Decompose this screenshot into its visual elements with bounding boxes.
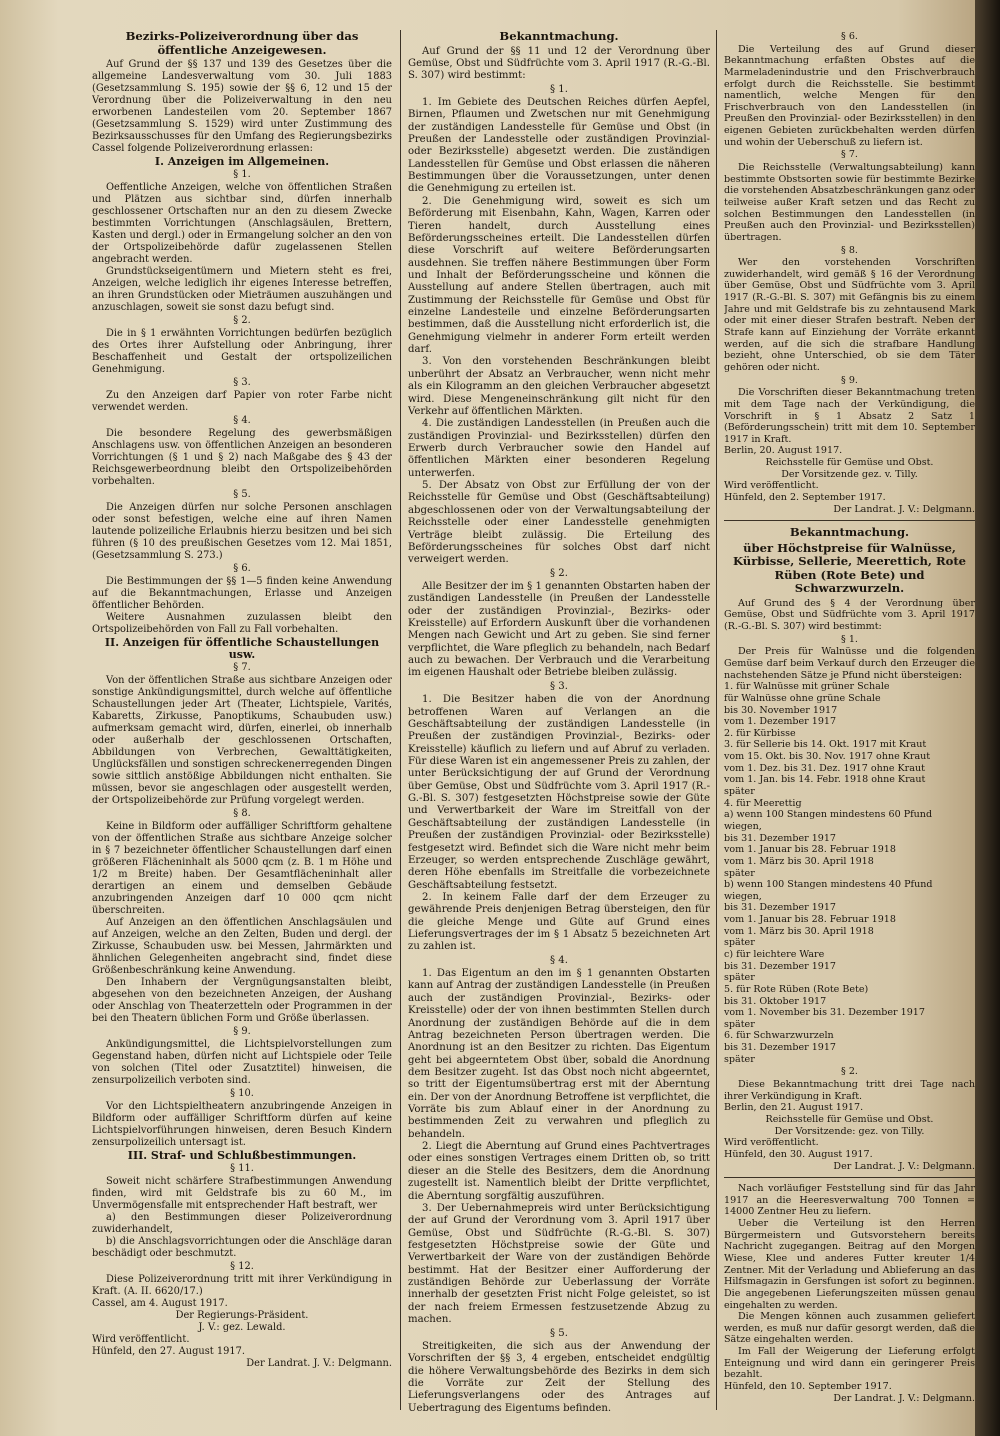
section-separator bbox=[724, 520, 975, 521]
paragraph: Zu den Anzeigen darf Papier von roter Farbe nicht verwendet werden. bbox=[92, 390, 392, 413]
paragraph: Weitere Ausnahmen zuzulassen bleibt den Ortspolizeibehörden von Fall zu Fall vorbehalten. bbox=[92, 612, 392, 635]
subheading: I. Anzeigen im Allgemeinen. bbox=[154, 155, 330, 168]
price-list-line: später bbox=[724, 867, 755, 879]
page-edge bbox=[975, 0, 1000, 1436]
price-list-line: 4. für Meerettig bbox=[724, 797, 802, 809]
subheading: III. Straf- und Schlußbestimmungen. bbox=[127, 1149, 357, 1162]
price-list-line: vom 1. Jan. bis 14. Febr. 1918 ohne Kraut bbox=[724, 774, 926, 786]
signature-line: Der Landrat. J. V.: Delgmann. bbox=[833, 1160, 975, 1172]
section-number: § 1. bbox=[841, 633, 858, 645]
price-list-line: bis 31. Dezember 1917 bbox=[724, 832, 837, 844]
heading: Bezirks-Polizeiverordnung über das öffentliche Anzeigewesen. bbox=[125, 30, 359, 57]
signature-line: Hünfeld, den 30. August 1917. bbox=[724, 1148, 873, 1160]
paragraph: Die Anzeigen dürfen nur solche Personen anschlagen oder sonst befestigen, welche eine auf ihren Namen lautende polizeiliche Erlaubnis hierzu besitzen und bei sich führen (§ 10 des preußischen Gesetzes vom 12. Mai 1851, (Gesetzsammlung S. 273.) bbox=[92, 502, 392, 561]
price-list-line: bis 31. Dezember 1917 bbox=[724, 960, 837, 972]
column-middle bbox=[408, 30, 710, 1420]
signature-line: Der Landrat. J. V.: Delgmann. bbox=[246, 1358, 392, 1369]
paragraph: Diese Polizeiverordnung tritt mit ihrer Verkündigung in Kraft. (A. II. 6620/17.) bbox=[92, 1274, 392, 1297]
paragraph: Die Mengen können auch zusammen geliefert werden, es muß nur dafür gesorgt werden, daß die Sätze eingehalten werden. bbox=[724, 1311, 975, 1346]
paragraph: Die Reichsstelle (Verwaltungsabteilung) kann bestimmte Obstsorten sowie für bestimmte Bezirke die vorstehenden Absatzbeschränkungen ganz oder teilweise außer Kraft setzen und das Recht zu solchen Bestimmungen den Landesstellen (in Preußen auch den Provinzial- und Bezirksstellen) übertragen. bbox=[724, 162, 975, 243]
section-number: § 2. bbox=[233, 315, 251, 326]
price-list-line: c) für leichtere Ware bbox=[724, 948, 825, 960]
paragraph: 3. Von den vorstehenden Beschränkungen bleibt unberührt der Absatz an Verbraucher, wenn nicht mehr als ein Kilogramm an den gleichen Verbraucher abgesetzt wird. Diese Mengeneinschränkung gilt nicht für den Verkehr auf öffentlichen Märkten. bbox=[408, 356, 710, 417]
signature-line: Hünfeld, den 27. August 1917. bbox=[92, 1346, 245, 1357]
paragraph: Streitigkeiten, die sich aus der Anwendung der Vorschriften der §§ 3, 4 ergeben, entscheidet endgültig die höhere Verwaltungsbehörde des Bezirks in dem sich die Vorräte zur Zeit der Stellung des Lieferungsverlangens oder des Antrages auf Uebertragung des Eigentums befinden. bbox=[408, 1340, 710, 1414]
signature-line: Berlin, 20. August 1917. bbox=[724, 445, 843, 457]
paragraph: Grundstückseigentümern und Mietern steht es frei, Anzeigen, welche lediglich ihr eigenes Interesse betreffen, an ihren Grundstücken oder Mieträumen auszuhängen und anzuschlagen, soweit sie sonst dazu befugt sind. bbox=[92, 266, 392, 313]
price-list-line: für Walnüsse ohne grüne Schale bbox=[724, 692, 881, 704]
paragraph: Auf Grund der §§ 11 und 12 der Verordnung über Gemüse, Obst und Südfrüchte vom 3. April 1917 (R.-G.-Bl. S. 307) wird bestimmt: bbox=[408, 45, 710, 82]
paragraph: Die Bestimmungen der §§ 1—5 finden keine Anwendung auf die Bekanntmachungen, Erlasse und Anzeigen öffentlicher Behörden. bbox=[92, 576, 392, 611]
signature-line: Der Regierungs-Präsident. bbox=[175, 1310, 309, 1321]
price-list-line: wiegen, bbox=[724, 820, 762, 832]
price-list-line: später bbox=[724, 1018, 755, 1030]
signature-line: Der Landrat. J. V.: Delgmann. bbox=[833, 1392, 975, 1404]
signature-line: Wird veröffentlicht. bbox=[92, 1334, 190, 1345]
section-number: § 11. bbox=[230, 1163, 254, 1174]
section-number: § 2. bbox=[550, 567, 568, 579]
price-list-line: vom 1. März bis 30. April 1918 bbox=[724, 855, 874, 867]
paragraph: Die besondere Regelung des gewerbsmäßigen Anschlagens usw. von öffentlichen Anzeigen an besonderen Vorrichtungen (§ 1 und § 2) nach Maßgabe des § 43 der Reichsgewerbeordnung bleibt den Ortspolizeibehörden vorbehalten. bbox=[92, 428, 392, 487]
paragraph: 1. Das Eigentum an den im § 1 genannten Obstarten kann auf Antrag der zuständigen Landesstelle (in Preußen auch der zuständigen Provinzial-, Bezirks- oder Kreisstelle) oder der von ihnen bestimmten Stellen durch Anordnung der zuständigen Behörde auf die in dem Antrag bezeichneten Person übertragen werden. Die Anordnung ist an den Besitzer zu richten. Das Eigentum geht bei abgeerntetem Obst über, sobald die Anordnung dem Besitzer zugeht. Ist das Obst noch nicht abgeerntet, so tritt der Eigentumsübertrag erst mit der Aberntung ein. Der von der Anordnung Betroffene ist verpflichtet, die Vorräte bis zum Ablauf einer in der Anordnung zu bestimmenden Zeit zu verwahren und pfleglich zu behandeln. bbox=[408, 968, 710, 1140]
signature-line: Der Vorsitzende gez. v. Tilly. bbox=[781, 468, 918, 480]
price-list-line: bis 31. Oktober 1917 bbox=[724, 995, 827, 1007]
price-list-line: vom 1. Januar bis 28. Februar 1918 bbox=[724, 914, 896, 926]
section-number: § 4. bbox=[233, 415, 251, 426]
section-number: § 9. bbox=[841, 374, 858, 386]
section-number: § 3. bbox=[550, 680, 568, 692]
paragraph: Ankündigungsmittel, die Lichtspielvorstellungen zum Gegenstand haben, dürfen nicht auf Lichtspiele oder Teile von solchen (Titel oder Zusatztitel) hinweisen, die zensurpolizeilich verboten sind. bbox=[92, 1039, 392, 1086]
price-list-line: a) wenn 100 Stangen mindestens 60 Pfund bbox=[724, 809, 933, 821]
price-list-line: 6. für Schwarzwurzeln bbox=[724, 1030, 834, 1042]
paragraph: a) den Bestimmungen dieser Polizeiverordnung zuwiderhandelt, bbox=[92, 1212, 392, 1235]
signature-line: Der Vorsitzende: gez. von Tilly. bbox=[774, 1125, 925, 1137]
signature-line: Hünfeld, den 10. September 1917. bbox=[724, 1381, 892, 1393]
signature-line: Wird veröffentlicht. bbox=[724, 480, 819, 492]
price-list-line: vom 1. Januar bis 28. Februar 1918 bbox=[724, 844, 896, 856]
section-number: § 12. bbox=[230, 1261, 254, 1272]
signature-line: J. V.: gez. Lewald. bbox=[198, 1322, 286, 1333]
column-rule bbox=[400, 30, 401, 1410]
paragraph: 3. Der Uebernahmepreis wird unter Berücksichtigung der auf Grund der Verordnung vom 3. April 1917 über Gemüse, Obst und Südfrüchte (R.-G.-Bl. S. 307) festgesetzten Höchstpreise sowie der Güte und Verwertbarkeit der Ware von der zuständigen Behörde bestimmt. Hat der Besitzer einer Aufforderung der zuständigen Behörde zur Ueberlassung der Vorräte innerhalb der gesetzten Frist nicht Folge geleistet, so ist der nach freiem Ermessen festzusetzende Abzug zu machen. bbox=[408, 1202, 710, 1326]
paragraph: Diese Bekanntmachung tritt drei Tage nach ihrer Verkündigung in Kraft. bbox=[724, 1079, 975, 1102]
price-list-line: 3. für Sellerie bis 14. Okt. 1917 mit Kraut bbox=[724, 739, 927, 751]
paragraph: Oeffentliche Anzeigen, welche von öffentlichen Straßen und Plätzen aus sichtbar sind, dürfen innerhalb geschlossener Ortschaften nur an den zu diesem Zwecke bestimmten Vorrichtungen (Anschlagsäulen, Brettern, Kasten und dergl.) oder in Ermangelung solcher an den von der Ortspolizeibehörde dafür zugelassenen Stellen angebracht werden. bbox=[92, 182, 392, 265]
section-number: § 2. bbox=[841, 1066, 858, 1078]
paragraph: Den Inhabern der Vergnügungsanstalten bleibt, abgesehen von den bezeichneten Anzeigen, der Aushang oder Anschlag von Theaterzetteln oder Programmen in der bei den Theatern üblichen Form und Größe überlassen. bbox=[92, 977, 392, 1024]
heading: Bekanntmachung. bbox=[499, 30, 619, 43]
signature-line: Reichsstelle für Gemüse und Obst. bbox=[765, 457, 934, 469]
price-list-line: später bbox=[724, 937, 755, 949]
paragraph: Keine in Bildform oder auffälliger Schriftform gehaltene von der öffentlichen Straße aus sichtbare Anzeige solcher in § 7 bezeichneter öffentlicher Schaustellungen darf einen größeren Flächeninhalt als 5000 qcm (z. B. 1 m Höhe und 1/2 m Breite) haben. Der Gesamtflächeninhalt aller derartigen an einem und demselben Gebäude anzubringenden Anzeigen darf 10 000 qcm nicht überschreiten. bbox=[92, 821, 392, 916]
section-number: § 1. bbox=[550, 83, 568, 95]
section-number: § 9. bbox=[233, 1026, 251, 1037]
heading: Bekanntmachung. bbox=[789, 525, 910, 540]
paragraph: Vor den Lichtspieltheatern anzubringende Anzeigen in Bildform oder auffälliger Schriftform dürfen auf keine Lichtspielvorführungen hinweisen, deren Besuch Kindern zensurpolizeilich untersagt ist. bbox=[92, 1101, 392, 1148]
section-number: § 6. bbox=[233, 563, 251, 574]
price-list-line: bis 30. November 1917 bbox=[724, 704, 838, 716]
paragraph: 2. Die Genehmigung wird, soweit es sich um Beförderung mit Eisenbahn, Kahn, Wagen, Karren oder Tieren handelt, durch Ausstellung eines Beförderungsscheines erteilt. Die Landesstellen dürfen diese Vorschrift auf weitere Beförderungsarten ausdehnen. Sie treffen nähere Bestimmungen über Form und Inhalt der Beförderungsscheine und können die Ausstellung auf andere Stellen übertragen, auch mit Zustimmung der Reichsstelle für Gemüse und Obst für einzelne Landesteile und einzelne Beförderungsarten bestimmen, daß die Ausstellung nicht erforderlich ist, die Genehmigung vielmehr in anderer Form erteilt werden darf. bbox=[408, 195, 710, 356]
price-list-line: vom 15. Okt. bis 30. Nov. 1917 ohne Kraut bbox=[724, 751, 931, 763]
paragraph: Im Fall der Weigerung der Lieferung erfolgt Enteignung und wird dann ein geringerer Preis bezahlt. bbox=[724, 1346, 975, 1381]
column-rule bbox=[716, 30, 717, 1410]
section-number: § 7. bbox=[233, 662, 251, 673]
section-number: § 7. bbox=[841, 149, 858, 161]
paragraph: Die Verteilung des auf Grund dieser Bekanntmachung erfaßten Obstes auf die Marmeladenindustrie und den Frischverbrauch erfolgt durch die Reichsstelle. Sie bestimmt namentlich, welche Mengen für den Frischverbrauch von den Landesstellen (in Preußen den Provinzial- oder Bezirksstellen) in den eigenen Gebieten zurückbehalten werden dürfen und wohin der Ueberschuß zu liefern ist. bbox=[724, 43, 975, 148]
signature-line: Wird veröffentlicht. bbox=[724, 1137, 819, 1149]
signature-line: Der Landrat. J. V.: Delgmann. bbox=[833, 503, 975, 515]
price-list-line: wiegen, bbox=[724, 890, 762, 902]
signature-line: Hünfeld, den 2. September 1917. bbox=[724, 491, 886, 503]
paragraph: Der Preis für Walnüsse und die folgenden Gemüse darf beim Verkauf durch den Erzeuger die nachstehenden Sätze je Pfund nicht übersteigen: bbox=[724, 646, 975, 681]
paragraph: Auf Grund der §§ 137 und 139 des Gesetzes über die allgemeine Landesverwaltung vom 30. Juli 1883 (Gesetzsammlung S. 195) sowie der §§ 6, 12 und 15 der Verordnung über die Polizeiverwaltung in den neu erworbenen Landesteilen vom 20. September 1867 (Gesetzsammlung S. 1529) wird unter Zustimmung des Bezirksausschusses für den Umfang des Regierungsbezirks Cassel folgende Polizeiverordnung erlassen: bbox=[92, 59, 392, 154]
paragraph: Nach vorläufiger Feststellung sind für das Jahr 1917 an die Heeresverwaltung 700 Tonnen = 14000 Zentner Heu zu liefern. bbox=[724, 1183, 975, 1218]
paragraph: Auf Anzeigen an den öffentlichen Anschlagsäulen und auf Anzeigen, welche an den Zelten, Buden und dergl. der Zirkusse, Schaubuden usw. bei Messen, Jahrmärkten und ähnlichen Gelegenheiten angebracht sind, findet diese Größenbeschränkung keine Anwendung. bbox=[92, 917, 392, 976]
section-number: § 5. bbox=[233, 489, 251, 500]
section-number: § 5. bbox=[550, 1327, 568, 1339]
paragraph: Soweit nicht schärfere Strafbestimmungen Anwendung finden, wird mit Geldstrafe bis zu 60 M., im Unvermögensfalle mit entsprechender Haft bestraft, wer bbox=[92, 1176, 392, 1211]
paragraph: Auf Grund des § 4 der Verordnung über Gemüse, Obst und Südfrüchte vom 3. April 1917 (R.-G.-Bl. S. 307) wird bestimmt: bbox=[724, 597, 975, 633]
signature-line: Reichsstelle für Gemüse und Obst. bbox=[765, 1113, 934, 1125]
section-number: § 1. bbox=[233, 169, 251, 180]
paragraph: Wer den vorstehenden Vorschriften zuwiderhandelt, wird gemäß § 16 der Verordnung über Gemüse, Obst und Südfrüchte vom 3. April 1917 (R.-G.-Bl. S. 307) mit Gefängnis bis zu einem Jahre und mit Geldstrafe bis zu zehntausend Mark oder mit einer dieser Strafen bestraft. Neben der Strafe kann auf Einziehung der Vorräte erkannt werden, auf die sich die strafbare Handlung bezieht, ohne Unterschied, ob sie dem Täter gehören oder nicht. bbox=[724, 257, 975, 373]
paragraph: 2. In keinem Falle darf der dem Erzeuger zu gewährende Preis denjenigen Betrag übersteigen, den für die gleiche Menge und Güte auf Grund eines Lieferungsvertrages der im § 1 Absatz 5 bezeichneten Art zu zahlen ist. bbox=[408, 891, 710, 953]
price-list-line: vom 1. November bis 31. Dezember 1917 bbox=[724, 1007, 925, 1019]
paragraph: 1. Die Besitzer haben die von der Anordnung betroffenen Waren auf Verlangen an die Geschäftsabteilung der zuständigen Landesstelle (in Preußen der zuständigen Provinzial-, Bezirks- oder Kreisstelle) käuflich zu liefern und auf Abruf zu verladen. Für diese Waren ist ein angemessener Preis zu zahlen, der unter Berücksichtigung der auf Grund der Verordnung über Gemüse, Obst und Südfrüchte vom 3. April 1917 (R.-G.-Bl. S. 307) festgesetzten Höchstpreise sowie der Güte und Verwertbarkeit der Ware im Streitfall von der Geschäftsabteilung der zuständigen Landesstelle (in Preußen der zuständigen Provinzial- oder Bezirksstelle) festgesetzt wird. Befindet sich die Ware nicht mehr beim Erzeuger, so werden entsprechende Zuschläge gewährt, deren Höhe ebenfalls im Streitfalle die vorbezeichnete Geschäftsabteilung festsetzt. bbox=[408, 694, 710, 891]
column-left bbox=[92, 30, 392, 1420]
paragraph: Ueber die Verteilung ist den Herren Bürgermeistern und Gutsvorstehern bereits Nachricht zugegangen. Beitrag auf den Morgen Wiese, Klee und anderes Futter kreuter 1/4 Zentner. Mit der Verladung und Ablieferung an das Hilfsmagazin in Gersfungen ist sofort zu beginnen. Die angegebenen Lieferungszeiten müssen genau eingehalten zu werden. bbox=[724, 1218, 975, 1311]
section-number: § 8. bbox=[841, 244, 858, 256]
price-list-line: 1. für Walnüsse mit grüner Schale bbox=[724, 681, 890, 693]
section-number: § 3. bbox=[233, 377, 251, 388]
paragraph: b) die Anschlagsvorrichtungen oder die Anschläge daran beschädigt oder beschmutzt. bbox=[92, 1236, 392, 1259]
paragraph: Von der öffentlichen Straße aus sichtbare Anzeigen oder sonstige Ankündigungsmittel, durch welche auf öffentliche Schaustellungen jeder Art (Theater, Lichtspiele, Varités, Kabaretts, Zirkusse, Panoptikums, Schaubuden usw.) aufmerksam gemacht wird, dürfen, einerlei, ob innerhalb oder außerhalb der geschlossenen Ortschaften, Abbildungen von Verbrechen, Gewalttätigkeiten, Unglücksfällen und sonstigen schreckenerregenden Dingen sowie sittlich anstößige Abbildungen nicht enthalten. Sie müssen, bevor sie angeschlagen oder ausgestellt werden, der Ortspolizeibehörde zur Prüfung vorgelegt werden. bbox=[92, 675, 392, 806]
price-list-line: später bbox=[724, 786, 755, 798]
paragraph: 5. Der Absatz von Obst zur Erfüllung der von der Reichsstelle für Gemüse und Obst (Geschäftsabteilung) abgeschlossenen oder von der Verwaltungsabteilung der Reichsstelle oder einer Landesstelle genehmigten Verträge bleibt zulässig. Die Erteilung des Beförderungsscheines für solches Obst darf nicht verweigert werden. bbox=[408, 480, 710, 566]
price-list-line: später bbox=[724, 1053, 755, 1065]
heading: über Höchstpreise für Walnüsse, Kürbisse, Sellerie, Meerettich, Rote Rüben (Rote Bete) und Schwarzwurzeln. bbox=[732, 540, 967, 596]
section-number: § 6. bbox=[841, 31, 858, 42]
price-list-line: b) wenn 100 Stangen mindestens 40 Pfund bbox=[724, 879, 933, 891]
price-list-line: vom 1. Dezember 1917 bbox=[724, 716, 837, 728]
price-list-line: vom 1. März bis 30. April 1918 bbox=[724, 925, 874, 937]
paragraph: 2. Liegt die Aberntung auf Grund eines Pachtvertrages oder eines sonstigen Vertrages einem Dritten ob, so tritt dieser an die Stelle des Besitzers, dem die Anordnung zugestellt ist. Namentlich bleibt der Dritte verpflichtet, die Aberntung sorgfältig auszuführen. bbox=[408, 1141, 710, 1202]
price-list-line: später bbox=[724, 972, 755, 984]
subheading: II. Anzeigen für öffentliche Schaustellungen usw. bbox=[104, 636, 380, 661]
paragraph: Die Vorschriften dieser Bekanntmachung treten mit dem Tage nach der Verkündigung, die Vorschrift in § 1 Absatz 2 Satz 1 (Beförderungsschein) tritt mit dem 10. September 1917 in Kraft. bbox=[724, 387, 975, 445]
signature-line: Cassel, am 4. August 1917. bbox=[92, 1298, 228, 1309]
price-list-line: 5. für Rote Rüben (Rote Bete) bbox=[724, 983, 869, 995]
section-number: § 4. bbox=[550, 954, 568, 966]
section-number: § 10. bbox=[230, 1088, 254, 1099]
paragraph: Alle Besitzer der im § 1 genannten Obstarten haben der zuständigen Landesstelle (in Preußen der Landesstelle oder der zuständigen Provinzial-, Bezirks- oder Kreisstelle) auf Erfordern Auskunft über die vorhandenen Mengen nach Gewicht und Art zu geben. Sie sind ferner verpflichtet, die Ware pfleglich zu behandeln, nach Bedarf auch zu bewachen. Der Verbrauch und die Verarbeitung im eigenen Haushalt oder Betriebe bleiben zulässig. bbox=[408, 580, 710, 679]
paragraph: 1. Im Gebiete des Deutschen Reiches dürfen Aepfel, Birnen, Pflaumen und Zwetschen nur mit Genehmigung der zuständigen Landesstelle für Gemüse und Obst (in Preußen der Landesstelle oder zuständigen Provinzial- oder Bezirksstelle) abgesetzt werden. Die zuständigen Landesstellen für Gemüse und Obst erlassen die näheren Bestimmungen über die Voraussetzungen, unter denen die Genehmigung zu erteilen ist. bbox=[408, 96, 710, 195]
paragraph: Die in § 1 erwähnten Vorrichtungen bedürfen bezüglich des Ortes ihrer Aufstellung oder Anbringung, ihrer Beschaffenheit und Gestalt der ortspolizeilichen Genehmigung. bbox=[92, 328, 392, 375]
section-number: § 8. bbox=[233, 808, 251, 819]
column-right bbox=[724, 30, 975, 1420]
price-list-line: bis 31. Dezember 1917 bbox=[724, 1042, 837, 1054]
price-list-line: vom 1. Dez. bis 31. Dez. 1917 ohne Kraut bbox=[724, 762, 925, 774]
price-list-line: bis 31. Dezember 1917 bbox=[724, 902, 837, 914]
signature-line: Berlin, den 21. August 1917. bbox=[724, 1102, 864, 1114]
price-list-line: 2. für Kürbisse bbox=[724, 727, 796, 739]
section-separator bbox=[724, 1177, 975, 1178]
paragraph: 4. Die zuständigen Landesstellen (in Preußen auch die zuständigen Provinzial- und Bezirksstellen) dürfen den Erwerb durch Verbraucher sowie den Handel auf öffentlichen Märkten einer besonderen Regelung unterwerfen. bbox=[408, 418, 710, 479]
